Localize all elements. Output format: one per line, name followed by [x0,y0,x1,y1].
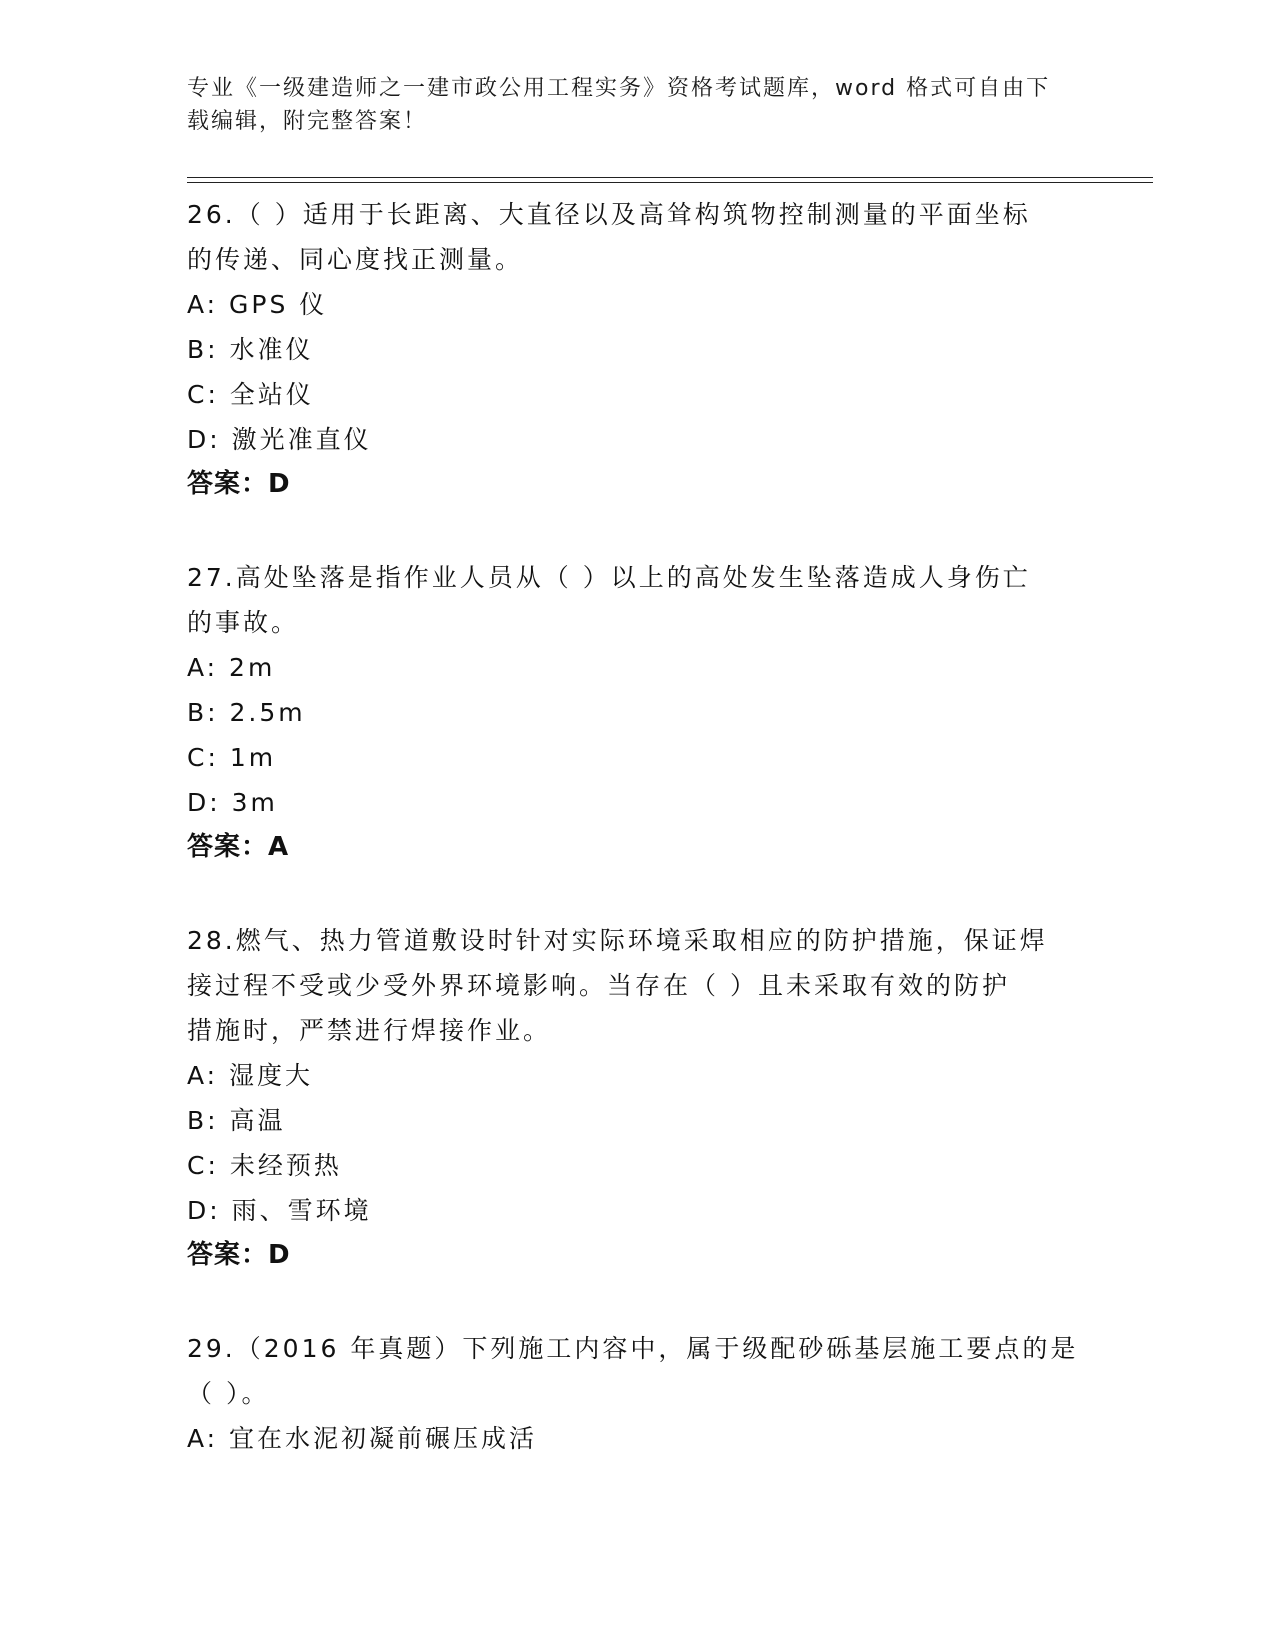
question-27 [187,553,1087,870]
option-c: C: 1m [187,743,277,772]
question-stem-line: （ ）。 [187,1379,270,1408]
question-stem-line: 26.（ ）适用于长距离、大直径以及高耸构筑物控制测量的平面坐标 [187,200,1031,229]
question-list [187,190,1087,1461]
document-header [187,72,1067,138]
question-26 [187,190,1087,507]
option-d: D: 3m [187,788,278,817]
question-stem-line: 接过程不受或少受外界环境影响。当存在（ ）且未采取有效的防护 [187,971,1010,1000]
option-a: A: GPS 仪 [187,290,328,319]
option-d: D: 雨、雪环境 [187,1196,372,1225]
answer: 答案：D [187,469,291,499]
question-stem-line: 28.燃气、热力管道敷设时针对实际环境采取相应的防护措施，保证焊 [187,926,1048,955]
question-stem [187,190,1087,282]
header-divider-top [187,177,1153,178]
header-line-2: 载编辑，附完整答案！ [187,109,428,134]
option-d: D: 激光准直仪 [187,425,372,454]
question-stem [187,1324,1087,1416]
question-28 [187,916,1087,1278]
option-a: A: 湿度大 [187,1061,314,1090]
spacer [187,507,1087,553]
option-b: B: 水准仪 [187,335,314,364]
question-stem [187,553,1087,645]
spacer [187,1278,1087,1324]
option-b: B: 高温 [187,1106,286,1135]
option-c: C: 未经预热 [187,1151,342,1180]
option-a: A: 宜在水泥初凝前碾压成活 [187,1424,538,1453]
question-stem-line: 27.高处坠落是指作业人员从（ ）以上的高处发生坠落造成人身伤亡 [187,563,1031,592]
question-stem-line: 的传递、同心度找正测量。 [187,245,524,274]
option-a: A: 2m [187,653,276,682]
question-stem-line: 的事故。 [187,608,300,637]
option-c: C: 全站仪 [187,380,314,409]
question-stem-line: 29.（2016 年真题）下列施工内容中，属于级配砂砾基层施工要点的是 [187,1334,1079,1363]
header-line-1: 专业《一级建造师之一建市政公用工程实务》资格考试题库，word 格式可自由下 [187,76,1051,101]
question-29 [187,1324,1087,1461]
header-divider-bottom [187,182,1153,183]
option-b: B: 2.5m [187,698,306,727]
question-stem [187,916,1087,1053]
answer: 答案：A [187,832,290,862]
spacer [187,870,1087,916]
answer: 答案：D [187,1240,291,1270]
question-stem-line: 措施时，严禁进行焊接作业。 [187,1016,552,1045]
